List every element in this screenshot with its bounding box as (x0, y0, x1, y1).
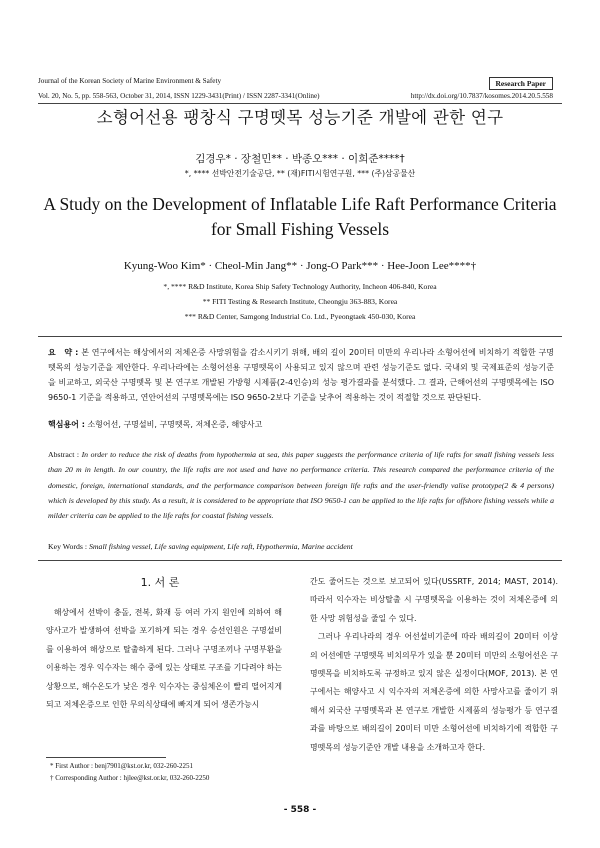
section-title: 1. 서 론 (140, 576, 180, 589)
english-keywords (48, 542, 353, 551)
abstract-bottom-rule (38, 560, 562, 561)
english-authors: Kyung-Woo Kim* · Cheol-Min Jang** · Jong-O Park*** · Hee-Joon Lee****† (123, 260, 477, 272)
korean-keywords (48, 419, 262, 430)
body-paragraph: 간도 줄어드는 것으로 보고되어 있다(USSRTF, 2014; MAST, 2014). 따라서 익수자는 비상탈출 시 구명뗏목을 이용하는 것이 저체온증에 의한 사망 위험성을 줄일 수 있다. (310, 577, 558, 623)
korean-abstract-label: 요 약 : (48, 348, 79, 357)
english-abstract-text: In order to reduce the risk of deaths from hypothermia at sea, this paper suggests the performance criteria of life rafts for small fishing vessels less than 20 m in length. In our country, the life rafts are not used and have no performance criteria. This research compared the performance criteria of the domestic, foreign, international standards, and the performance comparison between foreign life rafts and the user-friendly valise prototype(2 & 4 persons) which is developed by this study. As a result, it is considered to be appropriate that ISO 9650-1 can be applied to the life rafts for offshore fishing vessels while a milder criteria can be applied to the life rafts for coastal fishing vessels. (48, 450, 554, 521)
research-paper-badge: Research Paper (489, 77, 553, 90)
english-abstract (48, 447, 554, 523)
english-title-line1: A Study on the Development of Inflatable Life Raft Performance Criteria (43, 194, 557, 214)
footnote-corresponding-author: † Corresponding Author : hjlee@kst.or.kr, 032-260-2250 (50, 774, 210, 782)
volume-line: Vol. 20, No. 5, pp. 558-563, October 31, 2014, ISSN 1229-3431(Print) / ISSN 2287-3341(Online) (38, 92, 320, 100)
english-keywords-text: Small fishing vessel, Life saving equipment, Life raft, Hypothermia, Marine accident (89, 542, 353, 551)
korean-affiliations: *, **** 선박안전기술공단, ** (재)FITI시험연구원, *** (주)삼공물산 (184, 169, 416, 178)
page-number: - 558 - (283, 805, 317, 815)
korean-abstract-text: 본 연구에서는 해상에서의 저체온증 사망위험을 감소시키기 위해, 배의 길이 20미터 미만의 우리나라 소형어선에 비치하기 적합한 구명뗏목의 성능기준을 제안한다. 우리나라에는 소형어선용 구명뗏목이 사용되고 있지 않으며 관련 성능기준도 없다. 국내외 및 국제표준의 성능기준을 비교하고, 외국산 구명뗏목 및 본 연구로 개발된 가방형 시제품(2-4인승)의 성능 평가결과를 분석했다. 그 결과, 근해어선의 구명뗏목에는 ISO 9650-1 기준을 적용하고, 연안어선의 구명뗏목에는 ISO 9650-2보다 기준을 낮추어 적용하는 것이 적절할 것으로 판단된다. (48, 348, 554, 402)
korean-keywords-text: 소형어선, 구명설비, 구명뗏목, 저체온증, 해양사고 (87, 420, 263, 429)
body-paragraph: 해상에서 선박이 충돌, 전복, 화재 등 여러 가지 원인에 의하여 해양사고가 발생하여 선박을 포기하게 되는 경우 승선인원은 구명설비를 이용하여 해상으로 탈출하게 된다. 그러나 구명조끼나 구명부환을 이용하는 경우 익수자는 해수 중에 있는 상태로 구조를 기다려야 하는 상황으로, 해수온도가 낮은 경우 익수자는 중심체온이 빨리 떨어지게 되고 저체온증으로 인한 무의식상태에 빠지게 되어 생존가능시 (46, 608, 283, 710)
abstract-top-rule (38, 336, 562, 337)
footnote-first-author: * First Author : benj7901@kst.or.kr, 032-260-2251 (50, 762, 194, 770)
english-title-line2: for Small Fishing Vessels (210, 219, 390, 239)
english-abstract-label: Abstract : (48, 450, 80, 459)
korean-title: 소형어선용 팽창식 구명뗏목 성능기준 개발에 관한 연구 (96, 108, 504, 127)
korean-abstract (48, 345, 554, 405)
footnote-rule (46, 757, 166, 758)
journal-name: Journal of the Korean Society of Marine Environment & Safety (38, 77, 222, 85)
english-keywords-label: Key Words : (48, 542, 88, 551)
korean-keywords-label: 핵심용어 : (48, 420, 85, 429)
korean-authors: 김경우* · 장철민** · 박종오*** · 이희준****† (195, 153, 405, 165)
english-title (0, 192, 600, 242)
english-affiliation-2: ** FITI Testing & Research Institute, Cheongju 363-883, Korea (202, 297, 398, 306)
english-affiliation-1: *, **** R&D Institute, Korea Ship Safety Technology Authority, Incheon 406-840, Korea (163, 282, 437, 291)
body-left-column (46, 604, 282, 714)
body-right-column (310, 573, 558, 757)
body-paragraph: 그러나 우리나라의 경우 어선설비기준에 따라 배의길이 20미터 이상의 어선에만 구명뗏목 비치의무가 있을 뿐 20미터 미만의 소형어선은 구명뗏목을 비치하도록 규정하고 있지 않은 실정이다(MOF, 2013). 본 연구에서는 해양사고 시 익수자의 저체온증에 의한 사망사고를 줄이기 위해서 외국산 구명뗏목과 본 연구로 개발한 시제품의 성능평가 등 연구결과를 바탕으로 배의길이 20미터 미만 소형어선에 비치하기에 적합한 구명뗏목의 성능기준안 개발 내용을 소개하고자 한다. (310, 632, 558, 752)
doi-link[interactable]: http://dx.doi.org/10.7837/kosomes.2014.20.5.558 (410, 92, 553, 100)
english-affiliation-3: *** R&D Center, Samgong Industrial Co. Ltd., Pyeongtaek 450-030, Korea (184, 312, 416, 321)
